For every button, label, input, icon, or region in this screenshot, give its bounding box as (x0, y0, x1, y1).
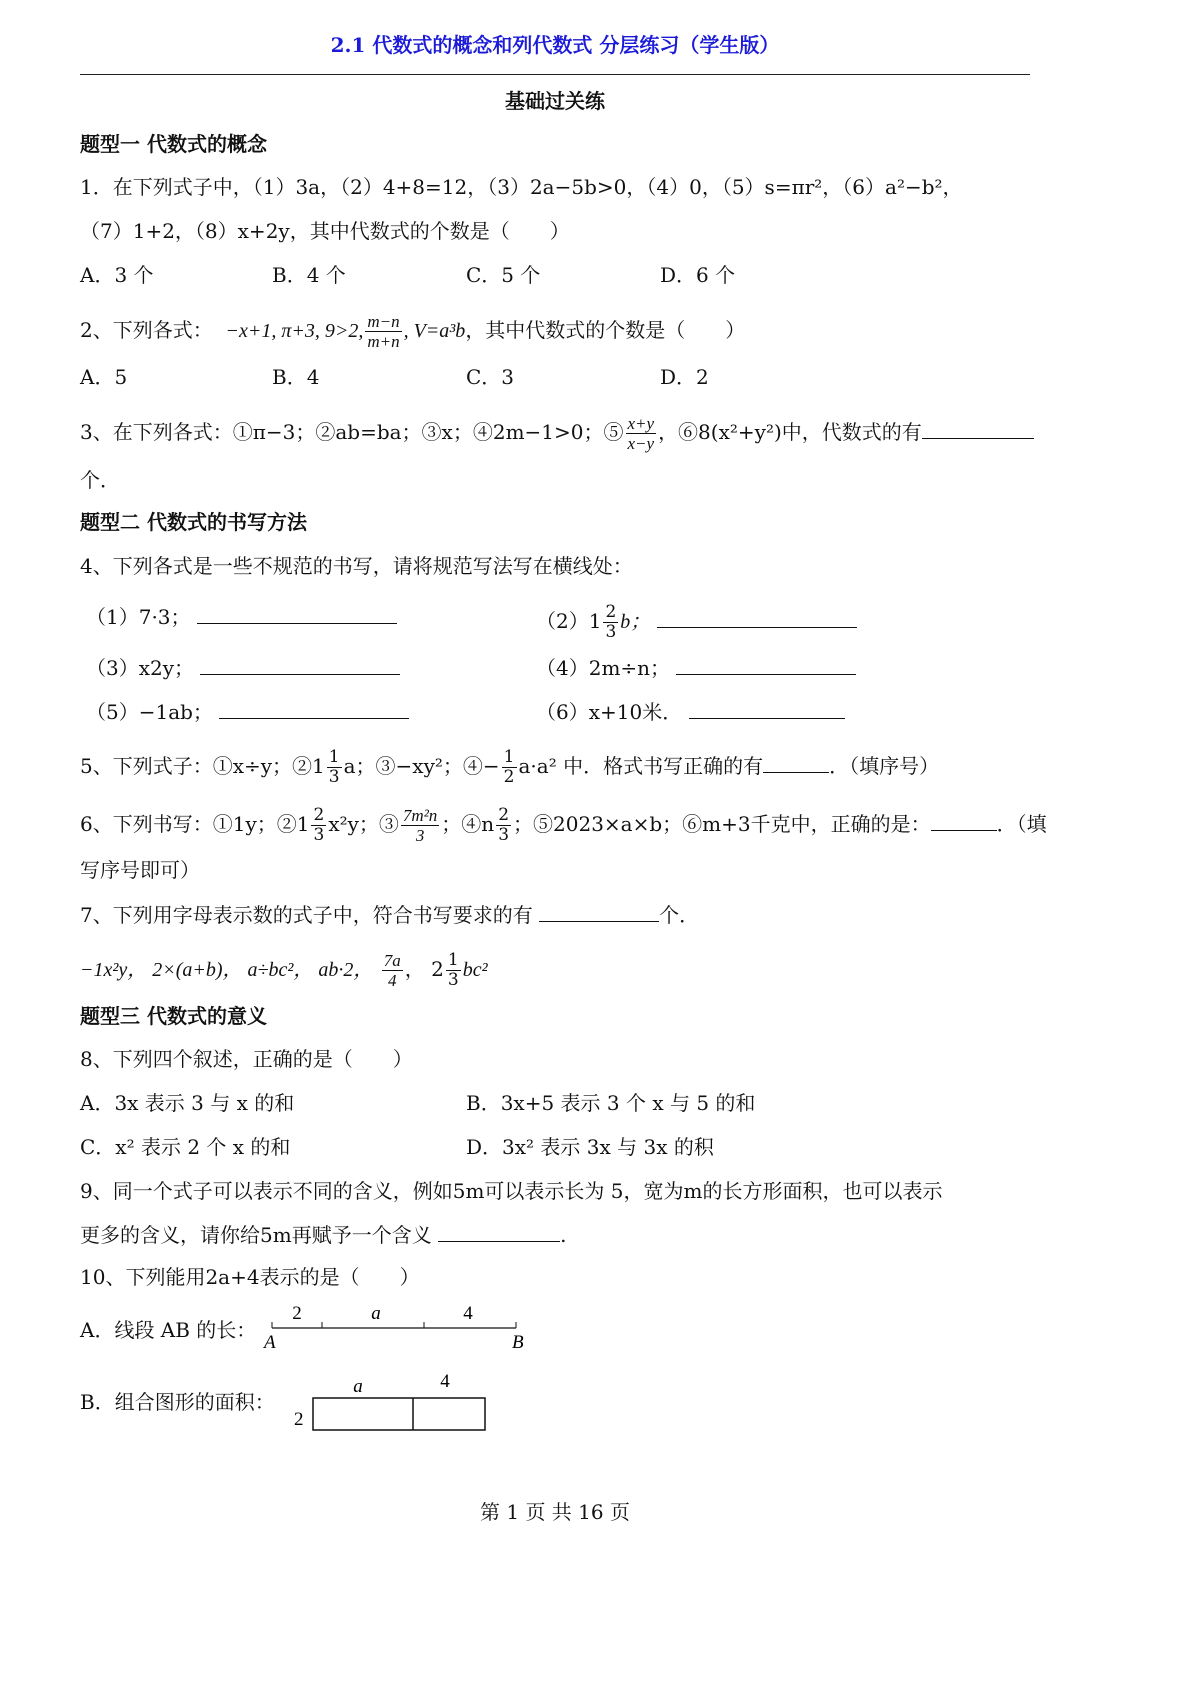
segment-label: 4 (463, 1303, 473, 1324)
answer-blank[interactable] (539, 902, 659, 922)
numerator: 2 (605, 602, 617, 622)
q2-option-b: B．4 (272, 365, 320, 389)
section-heading: 题型一 代数式的概念 (80, 132, 267, 156)
text: ．（填序号） (829, 754, 940, 778)
page-footer: 第 1 页 共 16 页 (480, 1500, 630, 1524)
q3-stem (80, 414, 1034, 453)
item-label: （3）x2y； (86, 656, 195, 680)
fraction (626, 414, 657, 453)
q8-option-c: C．x² 表示 2 个 x 的和 (80, 1135, 291, 1159)
numerator: x+y (627, 414, 655, 433)
q1-line2: （7）1+2，（8）x+2y，其中代数式的个数是（ ） (80, 219, 570, 243)
answer-blank[interactable] (763, 753, 829, 773)
text: ， 2 (404, 957, 444, 981)
text: 个． (659, 903, 700, 927)
q4-item-4 (536, 654, 856, 682)
q3-suffix: ，⑥8(x²+y²)中，代数式的有 (658, 420, 922, 444)
q4-item-3 (86, 654, 400, 682)
q2-suffix: ，其中代数式的个数是（ ） (465, 318, 746, 342)
rect-label: 2 (294, 1409, 304, 1430)
item-tail: b； (620, 611, 651, 633)
q9-line1: 9、同一个式子可以表示不同的含义，例如5m可以表示长为 5，宽为m的长方形面积，也可以表示 (80, 1179, 943, 1203)
denominator: 3 (605, 622, 617, 642)
answer-blank[interactable] (197, 604, 397, 624)
q3-prefix: 3、在下列各式：①π−3；②ab=ba；③x；④2m−1>0；⑤ (80, 420, 624, 444)
q6-line2: 写序号即可） (80, 858, 200, 882)
fraction (502, 748, 517, 787)
answer-blank[interactable] (689, 699, 845, 719)
q4-item-2 (536, 603, 857, 642)
numerator: 7m²n (402, 806, 438, 825)
q4-item-1 (86, 603, 397, 631)
text: ；④n (441, 812, 495, 836)
q4-stem: 4、下列各式是一些不规范的书写，请将规范写法写在横线处： (80, 554, 633, 578)
text: . (560, 1223, 567, 1247)
q9-line2 (80, 1221, 566, 1249)
item-label: （6）x+10米． (536, 700, 683, 724)
numerator: 1 (328, 747, 340, 767)
answer-blank[interactable] (219, 699, 409, 719)
numerator: 2 (313, 805, 325, 825)
denominator: x−y (627, 434, 655, 453)
item-label: （2）1 (536, 609, 602, 633)
answer-blank[interactable] (438, 1222, 560, 1242)
segment-diagram (260, 1298, 530, 1358)
text: bc² (462, 959, 488, 981)
fraction (311, 806, 326, 845)
q1-option-b: B．4 个 (272, 263, 346, 287)
q1-option-c: C．5 个 (466, 263, 541, 287)
answer-blank[interactable] (676, 655, 856, 675)
level-heading: 基础过关练 (505, 89, 605, 113)
q7-expressions (80, 951, 488, 990)
numerator: 2 (498, 805, 510, 825)
text: 7、下列用字母表示数的式子中，符合书写要求的有 (80, 903, 533, 927)
q8-option-d: D．3x² 表示 3x 与 3x 的积 (466, 1135, 714, 1159)
denominator: 3 (498, 825, 510, 845)
rectangle-diagram (290, 1368, 500, 1436)
numerator: 1 (447, 950, 459, 970)
text: −1x²y， 2×(a+b)， a÷bc²， ab·2， (80, 959, 374, 981)
q10-option-a: A．线段 AB 的长： (80, 1318, 257, 1342)
item-label: （5）−1ab； (86, 700, 213, 724)
q10-stem: 10、下列能用2a+4表示的是（ ） (80, 1265, 420, 1289)
fraction (327, 748, 342, 787)
q8-option-a: A．3x 表示 3 与 x 的和 (80, 1091, 295, 1115)
item-label: （4）2m÷n； (536, 656, 671, 680)
fraction (365, 312, 401, 351)
section-heading: 题型二 代数式的书写方法 (80, 510, 307, 534)
denominator: m+n (367, 332, 400, 351)
text: x²y；③ (328, 812, 399, 836)
header-divider (80, 74, 1030, 75)
text: a·a² 中．格式书写正确的有 (518, 754, 764, 778)
denominator: 3 (328, 767, 340, 787)
endpoint-label: B (512, 1332, 524, 1353)
q2-option-a: A．5 (80, 365, 128, 389)
denominator: 2 (503, 767, 515, 787)
fraction (496, 806, 511, 845)
endpoint-label: A (264, 1332, 276, 1353)
q5-stem (80, 748, 939, 787)
denominator: 3 (313, 825, 325, 845)
numerator: m−n (367, 312, 400, 331)
q8-option-b: B．3x+5 表示 3 个 x 与 5 的和 (466, 1091, 756, 1115)
answer-blank[interactable] (200, 655, 400, 675)
text: 5、下列式子：①x÷y；②1 (80, 754, 325, 778)
q2-stem (80, 312, 745, 351)
answer-blank[interactable] (931, 811, 997, 831)
denominator: 3 (447, 970, 459, 990)
fraction (603, 603, 618, 642)
item-label: （1）7·3； (86, 605, 191, 629)
rect-label: 4 (440, 1371, 450, 1392)
text: ．（填 (996, 812, 1047, 836)
fraction (382, 951, 403, 990)
segment-label: a (371, 1303, 381, 1324)
section-heading: 题型三 代数式的意义 (80, 1004, 267, 1028)
fraction (401, 806, 439, 845)
q2-option-d: D．2 (660, 365, 709, 389)
numerator: 1 (503, 747, 515, 767)
text: a；③−xy²；④− (343, 754, 500, 778)
q8-stem: 8、下列四个叙述，正确的是（ ） (80, 1047, 413, 1071)
text: ；⑤2023×a×b；⑥m+3千克中，正确的是： (513, 812, 931, 836)
q10-option-b: B．组合图形的面积： (80, 1390, 275, 1414)
denominator: 4 (388, 971, 397, 990)
q7-stem (80, 901, 699, 929)
q4-item-5 (86, 698, 409, 726)
answer-blank[interactable] (922, 419, 1034, 439)
fraction (446, 951, 461, 990)
q1-option-a: A．3 个 (80, 263, 154, 287)
numerator: 7a (383, 951, 401, 970)
q4-item-6 (536, 698, 845, 726)
q3-line2: 个． (80, 468, 120, 492)
q1-line1: 1．在下列式子中，（1）3a，（2）4+8=12，（3）2a−5b>0，（4）0，（5）s=πr²，（6）a²−b²， (80, 175, 963, 199)
text: 更多的含义，请你给5m再赋予一个含义 (80, 1223, 432, 1247)
text: 6、下列书写：①1y；②1 (80, 812, 310, 836)
q2-expr: −x+1, π+3, 9>2, (225, 320, 364, 342)
q2-prefix: 2、下列各式： (80, 318, 213, 342)
rect-label: a (353, 1376, 363, 1397)
q6-stem (80, 806, 1047, 845)
q1-option-d: D．6 个 (660, 263, 736, 287)
segment-label: 2 (292, 1303, 302, 1324)
denominator: 3 (415, 826, 425, 845)
q2-option-c: C．3 (466, 365, 515, 389)
document-title: 2.1 代数式的概念和列代数式 分层练习（学生版） (330, 33, 780, 57)
q2-expr2: , V=a³b (403, 320, 466, 342)
answer-blank[interactable] (657, 608, 857, 628)
